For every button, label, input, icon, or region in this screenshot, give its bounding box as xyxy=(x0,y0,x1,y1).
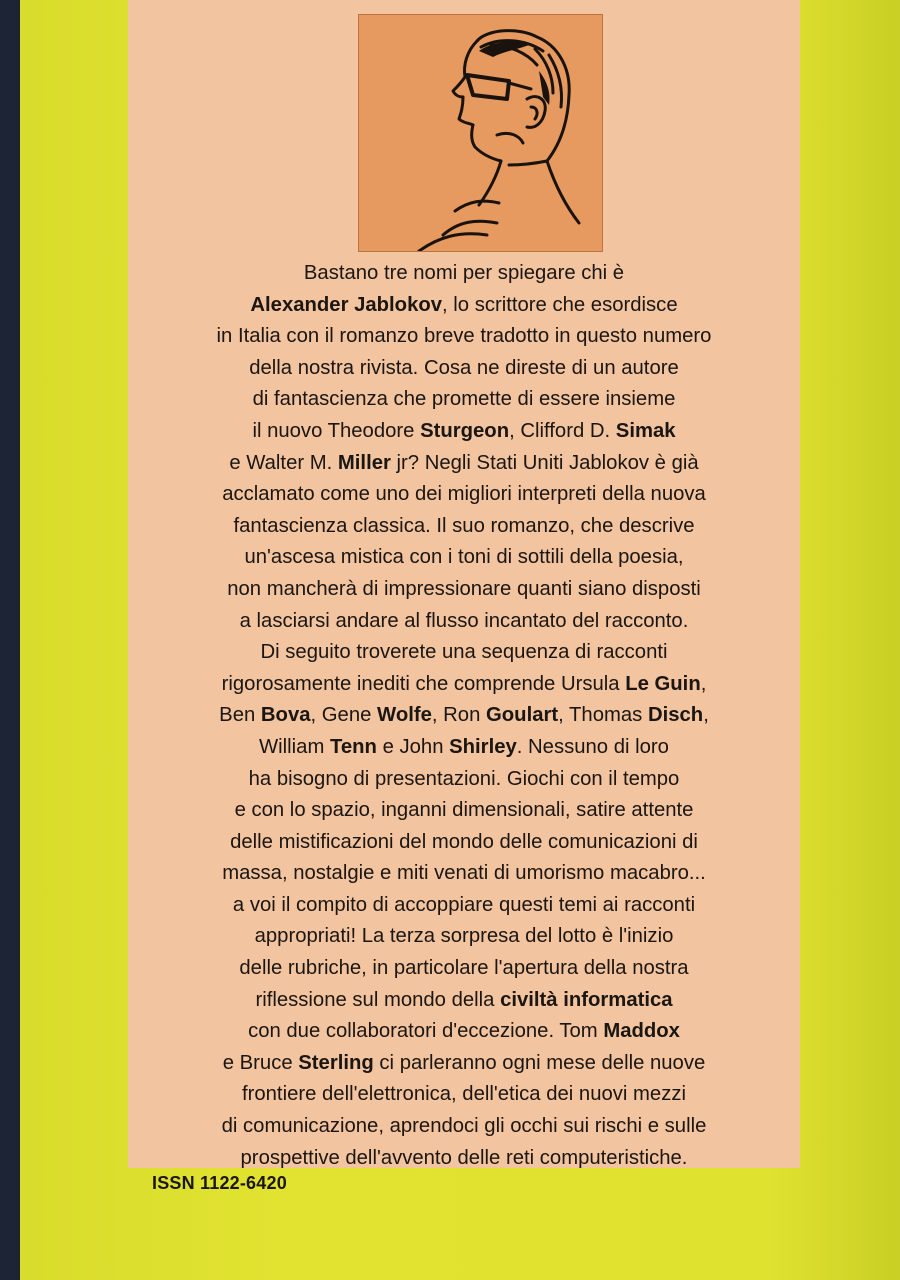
blurb-line: e Bruce Sterling ci parleranno ogni mese delle nuove xyxy=(222,1051,706,1074)
author-name: Goulart xyxy=(486,704,559,727)
blurb-line: rigorosamente inediti che comprende Ursula Le Guin, xyxy=(221,672,707,695)
author-name: Shirley xyxy=(449,735,517,758)
blurb-line: Alexander Jablokov, lo scrittore che esordisce xyxy=(250,293,678,316)
author-name: Sturgeon xyxy=(420,419,510,442)
blurb-line: Bastano tre nomi per spiegare chi è xyxy=(303,262,625,284)
blurb-line: di fantascienza che promette di essere insieme xyxy=(252,388,676,411)
author-name: Alexander Jablokov xyxy=(250,293,443,316)
blurb-line: delle rubriche, in particolare l'apertura della nostra xyxy=(239,957,689,980)
blurb-line: a lasciarsi andare al flusso incantato del racconto. xyxy=(239,609,689,632)
blurb-line: non mancherà di impressionare quanti siano disposti xyxy=(227,577,701,600)
blurb-line: acclamato come uno dei migliori interpreti della nuova xyxy=(222,483,706,506)
author-name: Maddox xyxy=(603,1020,680,1043)
blurb-line: un'ascesa mistica con i toni di sottili della poesia, xyxy=(244,546,684,569)
blurb-line: con due collaboratori d'eccezione. Tom Maddox xyxy=(248,1020,680,1043)
blurb-line: a voi il compito di accoppiare questi temi ai racconti xyxy=(232,893,696,916)
blurb-line: delle mistificazioni del mondo delle comunicazioni di xyxy=(230,830,698,853)
blurb-line: Ben Bova, Gene Wolfe, Ron Goulart, Thomas Disch, xyxy=(219,704,709,727)
author-portrait-icon xyxy=(359,15,602,251)
author-portrait xyxy=(358,14,603,252)
back-cover xyxy=(20,0,900,1280)
blurb-line: e Walter M. Miller jr? Negli Stati Uniti Jablokov è già xyxy=(229,451,699,474)
author-name: Tenn xyxy=(330,735,377,758)
author-name: Le Guin xyxy=(625,672,701,695)
author-name: Bova xyxy=(260,704,311,727)
back-cover-blurb xyxy=(150,258,778,1174)
blurb-line: massa, nostalgie e miti venati di umorismo macabro... xyxy=(222,862,706,885)
blurb-line: riflessione sul mondo della civiltà informatica xyxy=(255,988,673,1011)
author-name: Sterling xyxy=(298,1051,374,1074)
blurb-line: fantascienza classica. Il suo romanzo, che descrive xyxy=(233,514,695,537)
author-name: Disch xyxy=(647,704,704,727)
blurb-line: Di seguito troverete una sequenza di racconti xyxy=(260,641,668,664)
blurb-line: frontiere dell'elettronica, dell'etica dei nuovi mezzi xyxy=(241,1083,687,1106)
blurb-line: il nuovo Theodore Sturgeon, Clifford D. Simak xyxy=(252,419,676,442)
blurb-line: e con lo spazio, inganni dimensionali, satire attente xyxy=(234,799,694,822)
blurb-line: appropriati! La terza sorpresa del lotto è l'inizio xyxy=(254,925,674,948)
author-name: Miller xyxy=(337,451,391,474)
highlight-term: civiltà informatica xyxy=(500,988,673,1011)
blurb-line: ha bisogno di presentazioni. Giochi con il tempo xyxy=(248,767,680,790)
issn-code: ISSN 1122-6420 xyxy=(152,1173,287,1193)
author-name: Wolfe xyxy=(377,704,432,727)
blurb-line: prospettive dell'avvento delle reti computeristiche. xyxy=(240,1146,688,1169)
blurb-line: della nostra rivista. Cosa ne direste di un autore xyxy=(249,356,679,379)
blurb-line: di comunicazione, aprendoci gli occhi sui rischi e sulle xyxy=(221,1115,707,1138)
author-name: Simak xyxy=(615,419,676,442)
blurb-line: in Italia con il romanzo breve tradotto in questo numero xyxy=(216,325,712,348)
blurb-line: William Tenn e John Shirley. Nessuno di loro xyxy=(259,735,669,758)
